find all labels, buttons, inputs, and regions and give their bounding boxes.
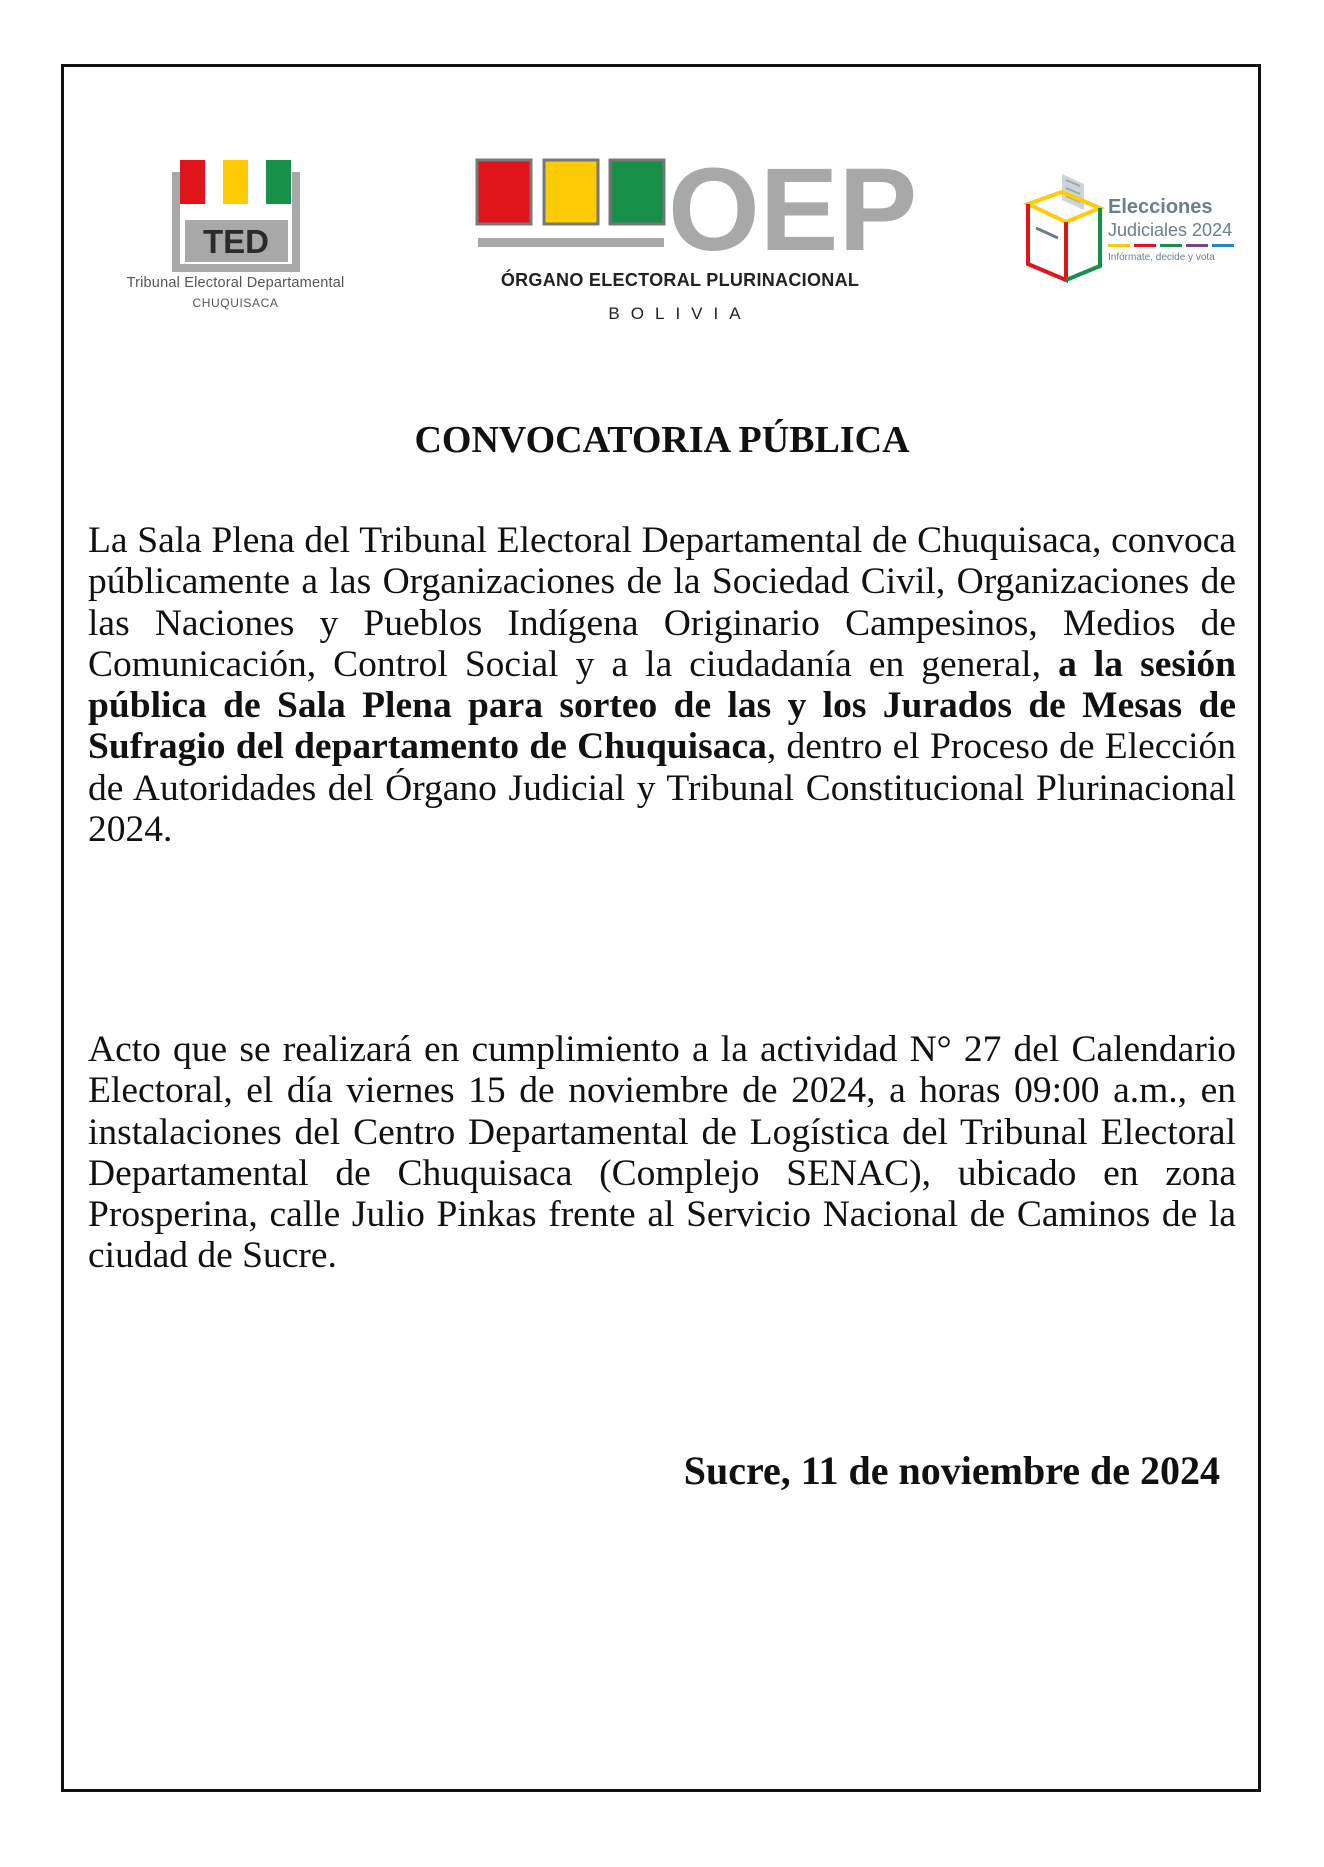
ted-acronym: TED [203, 223, 269, 260]
oep-acronym: OEP [668, 144, 918, 276]
oep-emblem-icon [470, 144, 918, 276]
elecciones-tagline: Infórmate, decide y vota [1108, 252, 1215, 263]
paragraph-convocatoria [88, 520, 1236, 850]
ted-logo [88, 150, 383, 310]
oep-country: BOLIVIA [608, 304, 752, 323]
ted-emblem-icon [88, 150, 383, 275]
paragraph-intro: La Sala Plena del Tribunal Electoral Departamental de Chuquisaca, convoca públicamente a las Organizaciones de la Sociedad Civil, Organizaciones de las Naciones y Pueblos Indígena Originario Campesinos, Medios de Comunicación, Control Social y a la ciudadanía en general, [88, 520, 1236, 685]
oep-logo [470, 144, 918, 330]
paragraph-bold-text: a la sesión pública de Sala Plena para sorteo de las y los Jurados de Mesas de Sufragio del departamento de Chuquisaca [88, 643, 1236, 768]
color-strip [1108, 244, 1240, 248]
oep-name: ÓRGANO ELECTORAL PLURINACIONAL [500, 270, 860, 290]
place-date: Sucre, 11 de noviembre de 2024 [683, 1448, 1220, 1493]
ted-name: Tribunal Electoral Departamental [126, 275, 345, 291]
page-title: CONVOCATORIA PÚBLICA [414, 419, 910, 461]
paragraph-outro: , dentro el Proceso de Elección de Autoridades del Órgano Judicial y Tribunal Constitucional Plurinacional 2024. [88, 726, 1236, 851]
elecciones-title: Elecciones [1108, 196, 1213, 218]
elecciones-logo [1022, 170, 1244, 282]
paragraph-act-details: Acto que se realizará en cumplimiento a la actividad N° 27 del Calendario Electoral, el día viernes 15 de noviembre de 2024, a horas 09:00 a.m., en instalaciones del Centro Departamental de Logística del Tribunal Electoral Departamental de Chuquisaca (Complejo SENAC), ubicado en zona Prosperina, calle Julio Pinkas frente al Servicio Nacional de Caminos de la ciudad de Sucre. [88, 1029, 1236, 1277]
ballot-box-icon [1022, 170, 1106, 282]
ted-dept: CHUQUISACA [192, 296, 279, 310]
elecciones-subtitle: Judiciales 2024 [1108, 220, 1233, 240]
